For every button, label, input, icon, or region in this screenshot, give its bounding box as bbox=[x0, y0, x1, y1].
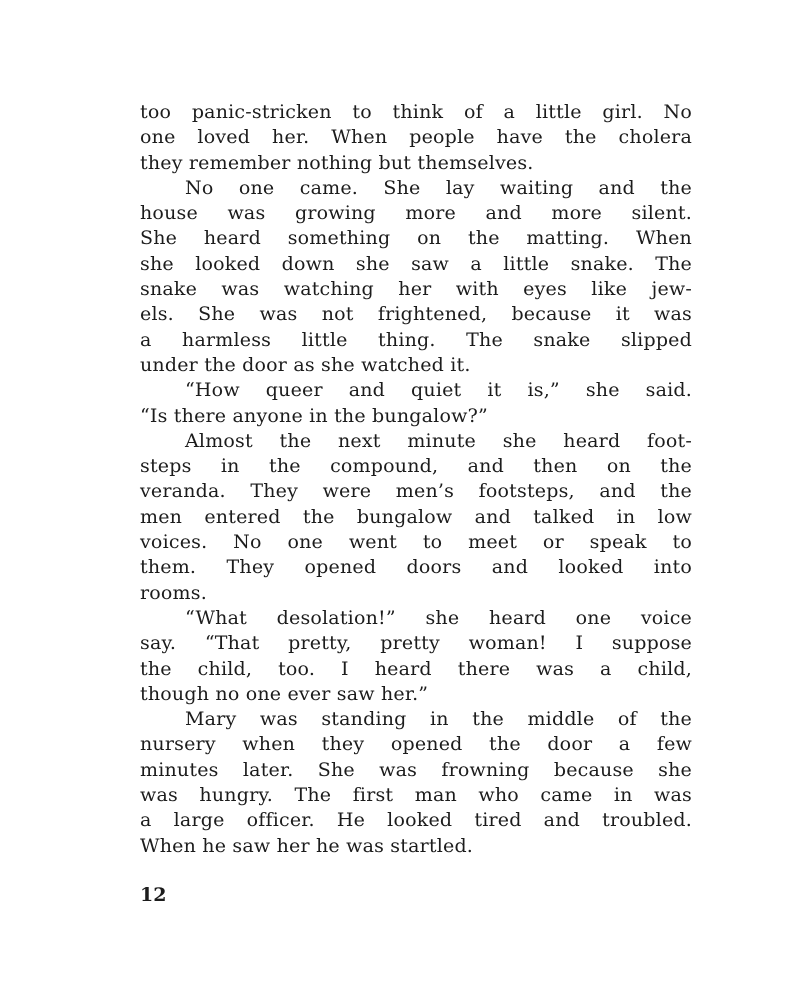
text-line: house was growing more and more silent. bbox=[140, 202, 692, 225]
text-line: els. She was not frightened, because it was bbox=[140, 303, 692, 326]
text-line: steps in the compound, and then on the bbox=[140, 455, 692, 478]
paragraph bbox=[140, 707, 692, 859]
text-line: minutes later. She was frowning because she bbox=[140, 758, 692, 781]
paragraph bbox=[140, 378, 692, 429]
text-line: they remember nothing but themselves. bbox=[140, 151, 534, 174]
paragraph bbox=[140, 429, 692, 606]
text-line: When he saw her he was startled. bbox=[140, 834, 474, 857]
text-line: though no one ever saw her.” bbox=[140, 682, 429, 705]
text-line: she looked down she saw a little snake. The bbox=[140, 252, 692, 275]
text-line: them. They opened doors and looked into bbox=[140, 556, 692, 579]
book-page-text bbox=[140, 100, 692, 859]
text-line: the child, too. I heard there was a child, bbox=[140, 657, 692, 680]
paragraph bbox=[140, 176, 692, 378]
text-line: “Is there anyone in the bungalow?” bbox=[140, 404, 488, 427]
text-line: a large officer. He looked tired and troubled. bbox=[140, 809, 692, 832]
text-line: snake was watching her with eyes like jew- bbox=[140, 278, 692, 301]
text-line: men entered the bungalow and talked in low bbox=[140, 505, 692, 528]
text-line: “What desolation!” she heard one voice bbox=[185, 606, 692, 629]
text-line: say. “That pretty, pretty woman! I suppose bbox=[140, 632, 692, 655]
text-line: under the door as she watched it. bbox=[140, 353, 471, 376]
text-line: was hungry. The first man who came in was bbox=[140, 784, 692, 807]
text-line: She heard something on the matting. When bbox=[140, 227, 692, 250]
page-number: 12 bbox=[140, 884, 167, 906]
text-line: one loved her. When people have the cholera bbox=[140, 126, 692, 149]
text-line: veranda. They were men’s footsteps, and the bbox=[140, 480, 692, 503]
text-line: voices. No one went to meet or speak to bbox=[140, 531, 692, 554]
paragraph bbox=[140, 100, 692, 176]
text-line: Mary was standing in the middle of the bbox=[185, 708, 692, 731]
text-line: a harmless little thing. The snake slipped bbox=[140, 328, 692, 351]
text-line: too panic-stricken to think of a little girl. No bbox=[140, 101, 692, 123]
text-line: nursery when they opened the door a few bbox=[140, 733, 692, 756]
paragraph bbox=[140, 606, 692, 707]
text-line: rooms. bbox=[140, 581, 207, 604]
text-line: No one came. She lay waiting and the bbox=[185, 176, 692, 199]
text-line: “How queer and quiet it is,” she said. bbox=[185, 379, 692, 402]
text-line: Almost the next minute she heard foot- bbox=[185, 429, 692, 452]
